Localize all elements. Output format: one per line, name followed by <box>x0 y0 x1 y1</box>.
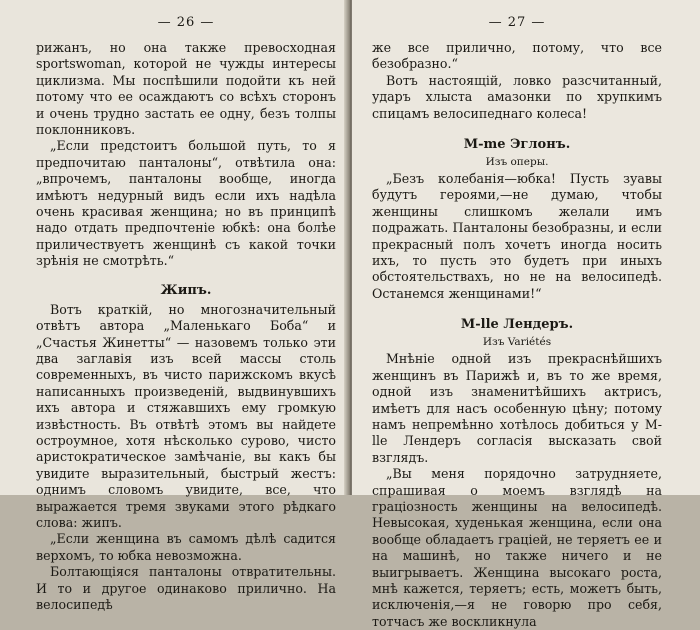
right-paragraph-5: „Вы меня порядочно затрудняете, спрашивая о моемъ взглядѣ на граціозность женщины на велосипедѣ. Невысокая, худенькая женщина, если она вообще обладаетъ граціей, не теряетъ ее и на машинѣ, но также ничего и не выигрываетъ. Женщина высокаго роста, мнѣ кажется, теряетъ; есть, можетъ быть, исключенія,—я не говорю про себя, тотчасъ же воскликнула <box>372 466 662 629</box>
left-paragraph-4: „Если женщина въ самомъ дѣлѣ садится верхомъ, то юбка невозможна. <box>36 531 336 563</box>
right-paragraph-2: Вотъ настоящій, ловко разсчитанный, ударъ хлыста амазонки по хрупкимъ спицамъ велосипеднаго колеса! <box>372 72 662 121</box>
right-paragraph-3: „Безъ колебанія—юбка! Пусть зуавы будутъ героями,—не думаю, чтобы женщины слишкомъ желали имъ подражать. Панталоны безобразны, и если прекрасный полъ хочетъ иногда носить ихъ, то пусть это будетъ при иныхъ обстоятельствахъ, но не на велосипедѣ. Останемся женщинами!“ <box>372 171 662 301</box>
page-number-left: — 26 — <box>157 15 215 30</box>
left-paragraph-2: „Если предстоитъ большой путь, то я предпочитаю панталоны“, отвѣтила она: „впрочемъ, панталоны вообще, иногда имѣютъ недурный видъ если ихъ надѣла очень красивая женщина; но въ принципѣ надо отдать предпочтеніе юбкѣ: она болѣе приличествуетъ женщинѣ съ какой точки зрѣнія не смотрѣть.“ <box>36 138 336 269</box>
right-paragraph-1: же все прилично, потому, что все безобразно.“ <box>372 40 662 72</box>
section-subheading-opera: Изъ оперы. <box>485 156 549 169</box>
section-subheading-varietes: Изъ Variétés <box>482 336 552 349</box>
left-paragraph-1: рижанъ, но она также превосходная sportswoman, которой не чужды интересы циклизма. Мы поспѣшили подойти къ ней потому что ее осаждаютъ со всѣхъ сторонъ и очень трудно застать ее одну, безъ толпы поклонниковъ. <box>36 40 336 138</box>
section-heading-zhip: Жипъ. <box>160 282 212 298</box>
right-paragraph-4: Мнѣніе одной изъ прекраснѣйшихъ женщинъ въ Парижѣ и, въ то же время, одной изъ знаменитѣйшихъ актрисъ, имѣетъ для насъ особенную цѣну; потому намъ непремѣнно хотѣлось добиться у M-lle Лендеръ согласія высказать свой взглядъ. <box>372 351 662 465</box>
left-page <box>0 0 348 612</box>
left-paragraph-5: Болтающіяся панталоны отвратительны. И то и другое одинаково прилично. На велосипедѣ <box>36 564 336 612</box>
left-paragraph-3: Вотъ краткій, но многозначительный отвѣтъ автора „Маленькаго Боба“ и „Счастья Жинетты“ — назовемъ только эти два заглавія изъ всей массы столь современныхъ, въ чисто парижскомъ вкусѣ написанныхъ произведеній, выдвинувшихъ ихъ автора и стяжавшихъ ему громкую извѣстность. Въ отвѣтѣ этомъ вы найдете остроумное, хотя нѣсколько сурово, чисто аристократическое замѣчаніе, вы какъ бы увидите выразительный, быстрый жестъ: однимъ словомъ увидите, все, что выражается тремя звуками этого рѣдкаго слова: жипъ. <box>36 301 336 530</box>
section-heading-eglon: М-me Эглонъ. <box>463 137 571 153</box>
section-heading-lender: M-lle Лендеръ. <box>460 317 574 333</box>
page-number-right: — 27 — <box>488 15 546 30</box>
right-page <box>352 0 700 629</box>
